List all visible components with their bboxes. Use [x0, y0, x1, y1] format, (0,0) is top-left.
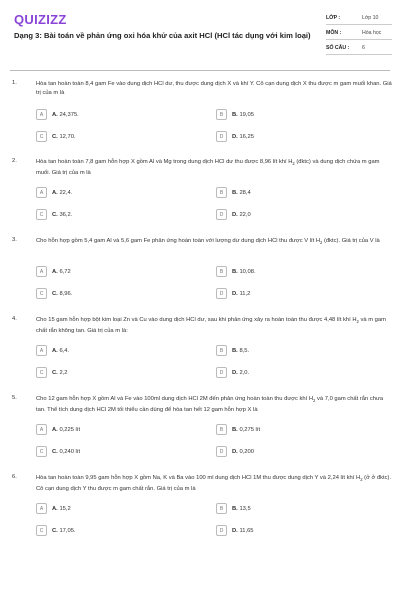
option-value: 12,70. — [59, 133, 76, 140]
question-text: Hòa tan hoàn toàn 7,8 gam hỗn hợp X gồm Al và Mg trong dung dịch HCl dư thu được 8,96 lít khí $H_2$ (đktc) và dung dịch chứa m gam muối. Giá trị của m là — [36, 159, 380, 176]
option-label: A. — [52, 347, 58, 354]
option-a[interactable] — [36, 266, 196, 277]
option-label: A. — [52, 268, 58, 275]
option-letter-box: A — [36, 424, 47, 435]
meta-count-label: SỐ CÂU : — [326, 45, 350, 51]
option-letter-box: C — [36, 131, 47, 142]
option-label: A. — [52, 111, 58, 118]
option-label: D. — [232, 133, 238, 140]
option-value: 11,65 — [239, 527, 254, 534]
option-letter-box: B — [216, 109, 227, 120]
meta-class — [326, 10, 392, 25]
option-a[interactable] — [36, 187, 196, 198]
option-label: D. — [232, 211, 238, 218]
option-label: A. — [52, 426, 58, 433]
question-number: 6. — [12, 474, 17, 480]
option-label: D. — [232, 448, 238, 455]
option-value: 2,0. — [239, 369, 250, 376]
option-letter-box: A — [36, 109, 47, 120]
option-value: 22,4. — [59, 189, 73, 196]
option-letter-box: B — [216, 424, 227, 435]
question-text: Cho hỗn hợp gồm 5,4 gam Al và 5,6 gam Fe phản ứng hoàn toàn với lượng dư dung dịch HCl thu được V lít $H_2$ (đktc). Giá trị của V là — [36, 238, 380, 246]
option-label: B. — [232, 426, 238, 433]
option-letter-box: A — [36, 187, 47, 198]
worksheet-header — [0, 0, 400, 70]
option-value: 10,08. — [239, 268, 256, 275]
question-text: Hòa tan hoàn toàn 8,4 gam Fe vào dung dịch HCl dư, thu được dung dịch X và khí Y. Cô cạn dung dịch X thu được m gam muối khan. Giá trị của m là — [36, 81, 392, 96]
option-c[interactable] — [36, 131, 196, 142]
option-letter-box: B — [216, 187, 227, 198]
option-a[interactable] — [36, 345, 196, 356]
option-label: C. — [52, 448, 58, 455]
option-d[interactable] — [216, 209, 376, 220]
option-value: 8,96. — [59, 290, 73, 297]
option-label: B. — [232, 111, 238, 118]
option-label: D. — [232, 527, 238, 534]
option-value: 28,4 — [239, 189, 251, 196]
option-value: 15,2 — [59, 505, 71, 512]
option-c[interactable] — [36, 367, 196, 378]
option-label: D. — [232, 369, 238, 376]
meta-class-value: Lớp 10 — [362, 15, 379, 21]
option-letter-box: D — [216, 209, 227, 220]
option-value: 6,4. — [59, 347, 70, 354]
option-value: 13,5 — [239, 505, 251, 512]
option-c[interactable] — [36, 288, 196, 299]
option-value: 0,275 lít — [239, 426, 261, 433]
option-value: 24,375. — [59, 111, 79, 118]
option-c[interactable] — [36, 525, 196, 536]
option-value: 8,5. — [239, 347, 250, 354]
meta-subject-label: MÔN : — [326, 30, 342, 36]
question-number: 2. — [12, 158, 17, 164]
option-d[interactable] — [216, 288, 376, 299]
option-a[interactable] — [36, 109, 196, 120]
option-label: C. — [52, 290, 58, 297]
option-value: 6,72 — [59, 268, 71, 275]
option-value: 0,200 — [239, 448, 254, 455]
option-d[interactable] — [216, 367, 376, 378]
option-b[interactable] — [216, 266, 376, 277]
option-letter-box: D — [216, 367, 227, 378]
option-label: D. — [232, 290, 238, 297]
option-letter-box: C — [36, 525, 47, 536]
option-letter-box: A — [36, 345, 47, 356]
option-letter-box: B — [216, 345, 227, 356]
option-value: 36,2. — [59, 211, 73, 218]
option-letter-box: D — [216, 525, 227, 536]
option-label: B. — [232, 268, 238, 275]
option-label: B. — [232, 189, 238, 196]
option-value: 22,0 — [239, 211, 251, 218]
option-b[interactable] — [216, 503, 376, 514]
option-value: 16,25 — [239, 133, 254, 140]
option-b[interactable] — [216, 109, 376, 120]
option-value: 11,2 — [239, 290, 251, 297]
option-b[interactable] — [216, 424, 376, 435]
option-value: 2,2 — [59, 369, 68, 376]
option-label: C. — [52, 211, 58, 218]
option-letter-box: C — [36, 367, 47, 378]
question-text: Cho 12 gam hỗn hợp X gồm Al và Fe vào 100ml dung dịch HCl 2M đến phản ứng hoàn toàn thu được khí $H_2$ và 7,0 gam chất rắn chưa tan. Thể tích dung dịch HCl 2M tối thiểu cần dùng để hòa tan hết 12 gam hỗn hợp X là — [36, 396, 384, 413]
question-text: Hòa tan hoàn toàn 9,95 gam hỗn hợp X gồm Na, K và Ba vào 100 ml dung dịch HCl 1M thu được dung dịch Y và 2,24 lít khí $H_2$ (ở ở đktc). Cô cạn dung dịch Y thu được m gam chất rắn. Giá trị của m là — [36, 475, 392, 492]
worksheet-meta — [326, 10, 392, 55]
option-letter-box: A — [36, 266, 47, 277]
option-letter-box: D — [216, 131, 227, 142]
meta-count — [326, 40, 392, 55]
option-label: C. — [52, 369, 58, 376]
option-value: 0,225 lít — [59, 426, 81, 433]
option-label: C. — [52, 527, 58, 534]
option-label: A. — [52, 505, 58, 512]
option-letter-box: D — [216, 288, 227, 299]
option-label: A. — [52, 189, 58, 196]
question-number: 3. — [12, 237, 17, 243]
option-value: 0,240 lít — [59, 448, 81, 455]
option-label: B. — [232, 347, 238, 354]
meta-count-value: 6 — [362, 45, 365, 51]
header-divider — [10, 70, 390, 71]
question-number: 4. — [12, 316, 17, 322]
option-b[interactable] — [216, 345, 376, 356]
option-label: B. — [232, 505, 238, 512]
option-letter-box: C — [36, 209, 47, 220]
meta-subject — [326, 25, 392, 40]
option-d[interactable] — [216, 525, 376, 536]
meta-subject-value: Hóa học — [362, 30, 382, 36]
option-letter-box: A — [36, 503, 47, 514]
option-letter-box: B — [216, 503, 227, 514]
option-letter-box: B — [216, 266, 227, 277]
option-letter-box: D — [216, 446, 227, 457]
option-value: 19,05 — [239, 111, 254, 118]
option-d[interactable] — [216, 131, 376, 142]
meta-class-label: LỚP : — [326, 15, 341, 21]
quizizz-logo: QUIZIZZ — [14, 12, 67, 27]
option-c[interactable] — [36, 446, 196, 457]
option-c[interactable] — [36, 209, 196, 220]
option-a[interactable] — [36, 503, 196, 514]
option-d[interactable] — [216, 446, 376, 457]
question-number: 1. — [12, 80, 17, 86]
option-value: 17,05. — [59, 527, 76, 534]
option-label: C. — [52, 133, 58, 140]
question-text: Cho 15 gam hỗn hợp bột kim loại Zn và Cu vào dung dịch HCl dư, sau khi phản ứng xảy ra hoàn toàn thu được 4,48 lít khí $H_2$ và m gam chất rắn không tan. Giá trị của m là: — [36, 317, 386, 334]
option-letter-box: C — [36, 288, 47, 299]
option-b[interactable] — [216, 187, 376, 198]
question-number: 5. — [12, 395, 17, 401]
option-letter-box: C — [36, 446, 47, 457]
worksheet-title: Dạng 3: Bài toán về phản ứng oxi hóa khử của axit HCl (HCl tác dụng với kim loại) — [14, 31, 311, 40]
option-a[interactable] — [36, 424, 196, 435]
